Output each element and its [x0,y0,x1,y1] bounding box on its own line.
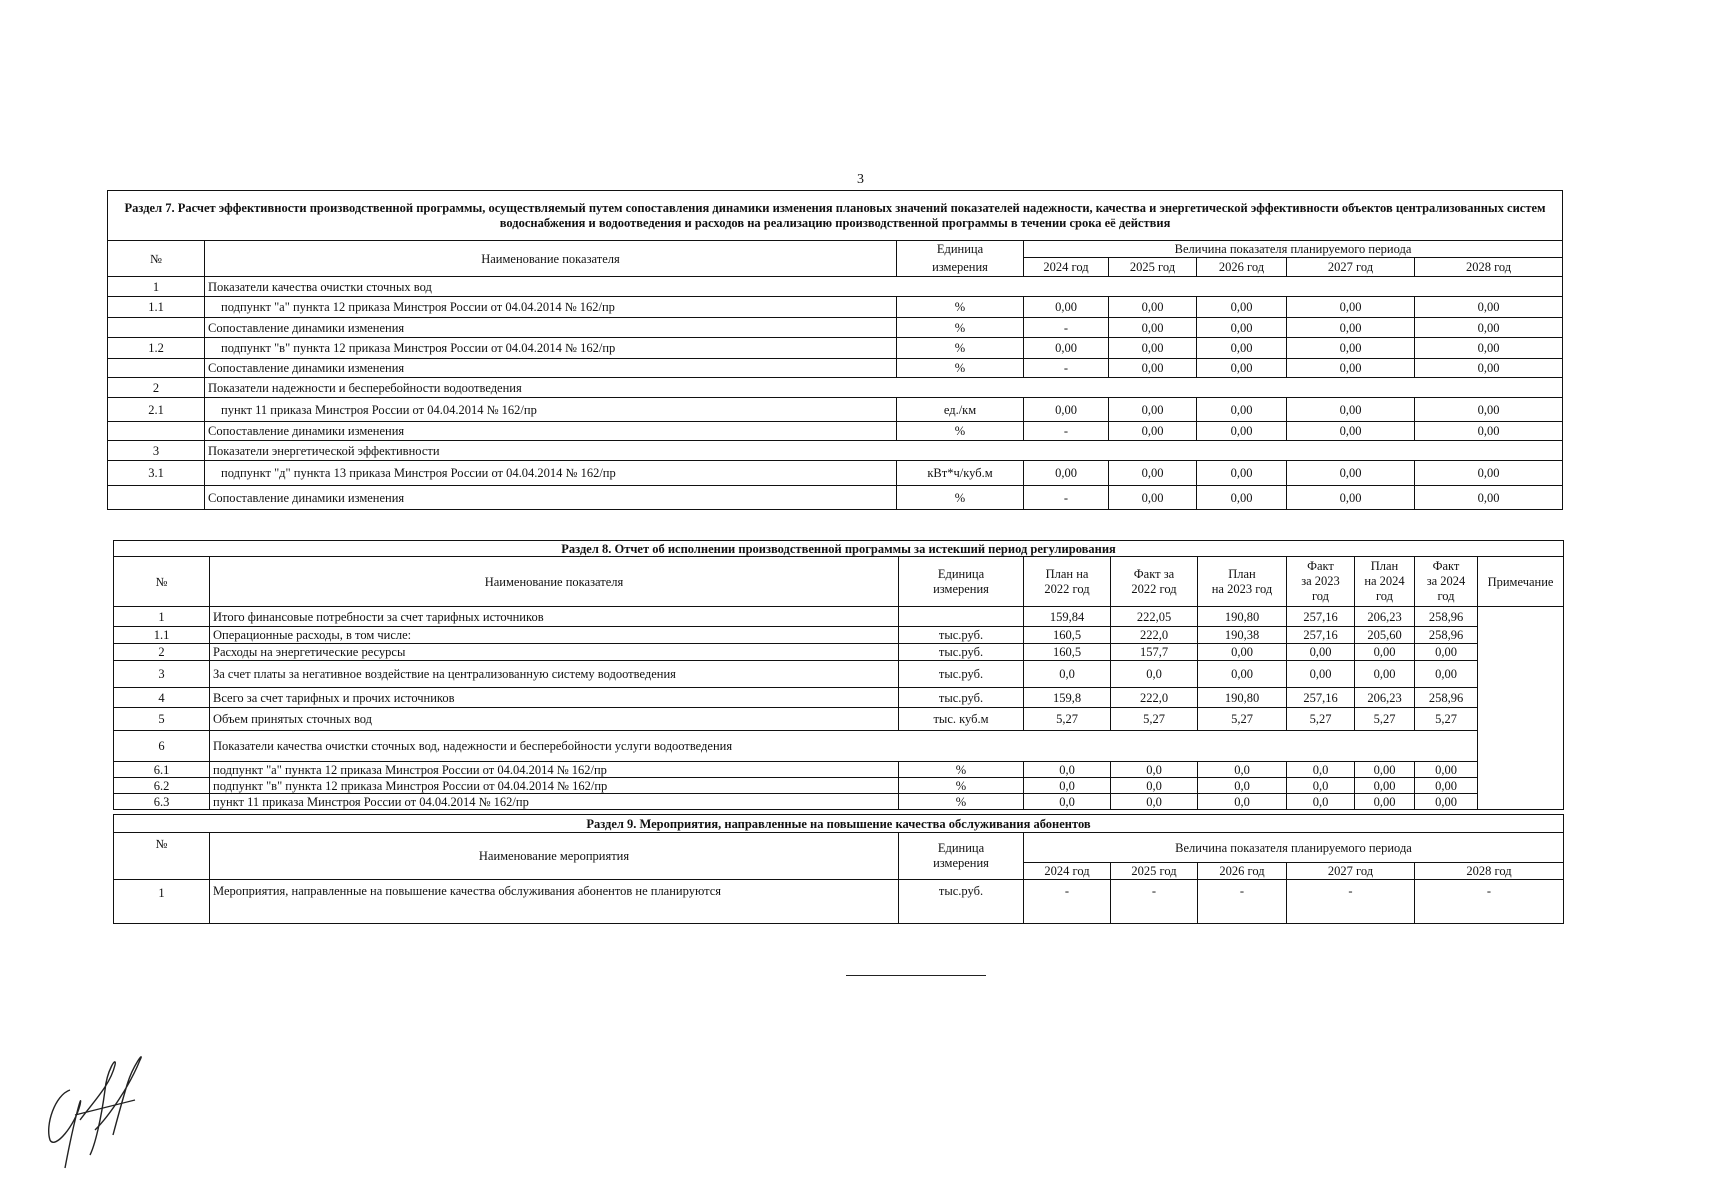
row-value: 0,0 [1111,661,1198,688]
row-value: 0,00 [1415,422,1563,441]
row-value: 0,00 [1287,318,1415,338]
row-num: 1.1 [114,627,210,644]
section7-title: Раздел 7. Расчет эффективности производственной программы, осуществляемый путем сопоставления динамики изменения плановых значений показателей надежности, качества и энергетической эффективности объектов централизованных систем водоснабжения и водоотведения и расходов на реализацию производственной программы в течении срока её действия [108,191,1563,241]
row-name: пункт 11 приказа Минстроя России от 04.04.2014 № 162/пр [210,794,899,810]
row-value: 0,0 [1111,794,1198,810]
row-value: 0,00 [1415,398,1563,422]
row-num: 6.3 [114,794,210,810]
row-value: 0,00 [1355,661,1415,688]
row-unit: % [899,778,1024,794]
row-value: - [1111,880,1198,924]
row-value: 0,00 [1109,422,1197,441]
table-row [114,880,1564,924]
header-unit: Единица измерения [899,557,1024,607]
row-value: 0,00 [1024,461,1109,486]
row-value: 0,00 [1197,398,1287,422]
row-num: 5 [114,708,210,731]
row-num: 6.1 [114,762,210,778]
section7-table [107,190,1563,510]
row-value: 0,00 [1198,661,1287,688]
header-year: 2027 год [1287,863,1415,880]
table-row [114,661,1564,688]
header-col: План на 2023 год [1198,557,1287,607]
row-num: 3.1 [108,461,205,486]
row-num: 1.2 [108,338,205,359]
row-num: 1 [114,607,210,627]
row-name: Итого финансовые потребности за счет тарифных источников [210,607,899,627]
row-value: 190,80 [1198,688,1287,708]
header-unit-1: Единица [897,241,1024,258]
header-year: 2026 год [1198,863,1287,880]
row-num: 2.1 [108,398,205,422]
row-unit: кВт*ч/куб.м [897,461,1024,486]
row-value: - [1415,880,1564,924]
row-name: Сопоставление динамики изменения [205,318,897,338]
row-value: 190,38 [1198,627,1287,644]
row-value: 0,00 [1355,778,1415,794]
row-value: 0,00 [1197,359,1287,378]
row-value: 159,8 [1024,688,1111,708]
row-name: За счет платы за негативное воздействие на централизованную систему водоотведения [210,661,899,688]
row-name: Показатели энергетической эффективности [205,441,1563,461]
row-value: 0,00 [1197,318,1287,338]
row-value: 0,0 [1111,762,1198,778]
row-value: 157,7 [1111,644,1198,661]
row-value: 222,0 [1111,627,1198,644]
row-num: 6 [114,731,210,762]
page-number: 3 [857,172,864,187]
row-unit: тыс.руб. [899,627,1024,644]
header-year: 2028 год [1415,258,1563,277]
row-value: 0,00 [1197,461,1287,486]
row-value: 0,00 [1415,338,1563,359]
header-num: № [114,833,210,880]
row-num: 2 [108,378,205,398]
row-num: 4 [114,688,210,708]
row-value: 5,27 [1415,708,1478,731]
header-period: Величина показателя планируемого периода [1024,833,1564,863]
row-value: 0,00 [1355,794,1415,810]
row-unit: % [897,486,1024,510]
row-unit: % [897,338,1024,359]
row-value: 205,60 [1355,627,1415,644]
row-value: 5,27 [1111,708,1198,731]
row-value: 0,0 [1287,778,1355,794]
table-row [108,359,1563,378]
table-row [114,627,1564,644]
row-value: 0,00 [1415,778,1478,794]
row-num [108,422,205,441]
row-value: 0,00 [1415,661,1478,688]
row-value: 0,0 [1024,778,1111,794]
table-row [108,378,1563,398]
row-name: Операционные расходы, в том числе: [210,627,899,644]
row-value: 0,0 [1287,794,1355,810]
row-unit: % [899,794,1024,810]
row-value: 206,23 [1355,607,1415,627]
row-value: 0,0 [1024,762,1111,778]
row-value: 0,00 [1197,338,1287,359]
row-value: 0,00 [1197,486,1287,510]
row-name: Всего за счет тарифных и прочих источников [210,688,899,708]
row-num: 1.1 [108,297,205,318]
row-value: 0,00 [1109,338,1197,359]
section8-title: Раздел 8. Отчет об исполнении производственной программы за истекший период регулирования [114,541,1564,557]
row-value: 5,27 [1198,708,1287,731]
row-name: подпункт "а" пункта 12 приказа Минстроя России от 04.04.2014 № 162/пр [205,297,897,318]
row-value: 0,00 [1287,398,1415,422]
table-row [114,688,1564,708]
row-value: 5,27 [1287,708,1355,731]
row-value: 0,0 [1198,794,1287,810]
row-name: Показатели качества очистки сточных вод [205,277,1563,297]
signature [35,1045,155,1170]
row-unit: % [897,297,1024,318]
table-row [108,441,1563,461]
row-value: 5,27 [1355,708,1415,731]
row-unit: тыс. куб.м [899,708,1024,731]
header-name: Наименование мероприятия [210,833,899,880]
table-row [108,338,1563,359]
row-unit: % [897,318,1024,338]
row-value: 0,0 [1198,778,1287,794]
row-name: Объем принятых сточных вод [210,708,899,731]
row-value: 159,84 [1024,607,1111,627]
row-value: 0,00 [1287,461,1415,486]
table-row [108,422,1563,441]
header-col: Факт за 2022 год [1111,557,1198,607]
row-name: Сопоставление динамики изменения [205,486,897,510]
table-row [114,644,1564,661]
row-unit: тыс.руб. [899,880,1024,924]
header-year: 2027 год [1287,258,1415,277]
row-value: 160,5 [1024,627,1111,644]
row-value: 5,27 [1024,708,1111,731]
table-row [108,277,1563,297]
row-value: 0,00 [1109,318,1197,338]
header-year: 2025 год [1111,863,1198,880]
row-value: 258,96 [1415,607,1478,627]
row-value: 0,0 [1287,762,1355,778]
row-value: 0,00 [1287,359,1415,378]
row-name: подпункт "в" пункта 12 приказа Минстроя России от 04.04.2014 № 162/пр [210,778,899,794]
header-period: Величина показателя планируемого периода [1024,241,1563,258]
row-value: - [1024,880,1111,924]
row-value: 0,0 [1024,794,1111,810]
table-row [108,486,1563,510]
row-value: - [1287,880,1415,924]
row-value: 257,16 [1287,607,1355,627]
row-num: 1 [108,277,205,297]
row-value: - [1024,422,1109,441]
row-unit [899,607,1024,627]
row-name: подпункт "д" пункта 13 приказа Минстроя России от 04.04.2014 № 162/пр [205,461,897,486]
row-num [108,359,205,378]
row-value: 0,00 [1198,644,1287,661]
row-value: 0,00 [1287,661,1355,688]
header-unit-2: измерения [897,258,1024,277]
row-num [108,318,205,338]
row-value: 0,00 [1415,762,1478,778]
row-value: 0,00 [1415,359,1563,378]
row-value: 0,00 [1197,422,1287,441]
table-row [108,318,1563,338]
separator-line [846,975,986,976]
row-value: 0,00 [1415,318,1563,338]
header-col: План на 2022 год [1024,557,1111,607]
section9-title: Раздел 9. Мероприятия, направленные на повышение качества обслуживания абонентов [114,815,1564,833]
row-num [108,486,205,510]
header-col: План на 2024 год [1355,557,1415,607]
row-value: - [1198,880,1287,924]
row-value: 258,96 [1415,627,1478,644]
row-value: 257,16 [1287,688,1355,708]
row-value: 206,23 [1355,688,1415,708]
row-value: 0,00 [1355,644,1415,661]
row-value: - [1024,359,1109,378]
header-col: Факт за 2024 год [1415,557,1478,607]
row-value: 0,00 [1109,297,1197,318]
section9-table [113,814,1564,924]
row-name: Показатели надежности и бесперебойности водоотведения [205,378,1563,398]
row-name: Сопоставление динамики изменения [205,359,897,378]
row-name: Расходы на энергетические ресурсы [210,644,899,661]
row-num: 3 [114,661,210,688]
note-cell [1478,607,1564,810]
row-value: 0,00 [1415,486,1563,510]
row-value: 0,00 [1287,486,1415,510]
header-year: 2028 год [1415,863,1564,880]
row-unit: тыс.руб. [899,688,1024,708]
row-unit: ед./км [897,398,1024,422]
row-value: 0,0 [1111,778,1198,794]
header-note: Примечание [1478,557,1564,607]
table-row [114,708,1564,731]
row-value: 0,00 [1415,794,1478,810]
table-row [114,607,1564,627]
row-num: 3 [108,441,205,461]
header-num: № [108,241,205,277]
header-unit: Единица измерения [899,833,1024,880]
row-value: 0,00 [1415,461,1563,486]
table-row [114,778,1564,794]
table-row [114,731,1564,762]
row-value: 160,5 [1024,644,1111,661]
row-name: пункт 11 приказа Минстроя России от 04.04.2014 № 162/пр [205,398,897,422]
row-value: 0,00 [1287,297,1415,318]
row-unit: тыс.руб. [899,644,1024,661]
row-value: 0,00 [1024,398,1109,422]
row-value: 190,80 [1198,607,1287,627]
row-num: 2 [114,644,210,661]
table-row [114,794,1564,810]
row-value: 0,00 [1024,297,1109,318]
row-value: 257,16 [1287,627,1355,644]
row-value: 222,05 [1111,607,1198,627]
row-num: 1 [114,880,210,924]
row-value: 0,00 [1109,486,1197,510]
header-year: 2026 год [1197,258,1287,277]
row-value: 0,00 [1415,644,1478,661]
row-value: 0,00 [1415,297,1563,318]
row-value: 0,00 [1287,644,1355,661]
row-value: 0,00 [1024,338,1109,359]
row-unit: тыс.руб. [899,661,1024,688]
row-name: Мероприятия, направленные на повышение качества обслуживания абонентов не планируются [210,880,899,924]
row-value: 0,00 [1287,338,1415,359]
row-value: 0,00 [1355,762,1415,778]
row-name: подпункт "а" пункта 12 приказа Минстроя России от 04.04.2014 № 162/пр [210,762,899,778]
row-value: - [1024,318,1109,338]
header-year: 2024 год [1024,258,1109,277]
row-value: 0,00 [1109,398,1197,422]
row-unit: % [897,359,1024,378]
table-row [108,297,1563,318]
row-value: 222,0 [1111,688,1198,708]
row-unit: % [899,762,1024,778]
row-name: Показатели качества очистки сточных вод, надежности и бесперебойности услуги водоотведения [210,731,1478,762]
table-row [114,762,1564,778]
row-value: 0,00 [1109,461,1197,486]
row-value: 0,00 [1109,359,1197,378]
row-value: 0,0 [1198,762,1287,778]
row-value: 0,0 [1024,661,1111,688]
header-num: № [114,557,210,607]
header-year: 2024 год [1024,863,1111,880]
header-name: Наименование показателя [210,557,899,607]
row-value: - [1024,486,1109,510]
section8-table [113,540,1564,810]
row-value: 0,00 [1197,297,1287,318]
table-row [108,398,1563,422]
table-row [108,461,1563,486]
row-num: 6.2 [114,778,210,794]
header-name: Наименование показателя [205,241,897,277]
row-name: подпункт "в" пункта 12 приказа Минстроя России от 04.04.2014 № 162/пр [205,338,897,359]
row-value: 0,00 [1287,422,1415,441]
row-value: 258,96 [1415,688,1478,708]
header-year: 2025 год [1109,258,1197,277]
header-col: Факт за 2023 год [1287,557,1355,607]
row-name: Сопоставление динамики изменения [205,422,897,441]
row-unit: % [897,422,1024,441]
